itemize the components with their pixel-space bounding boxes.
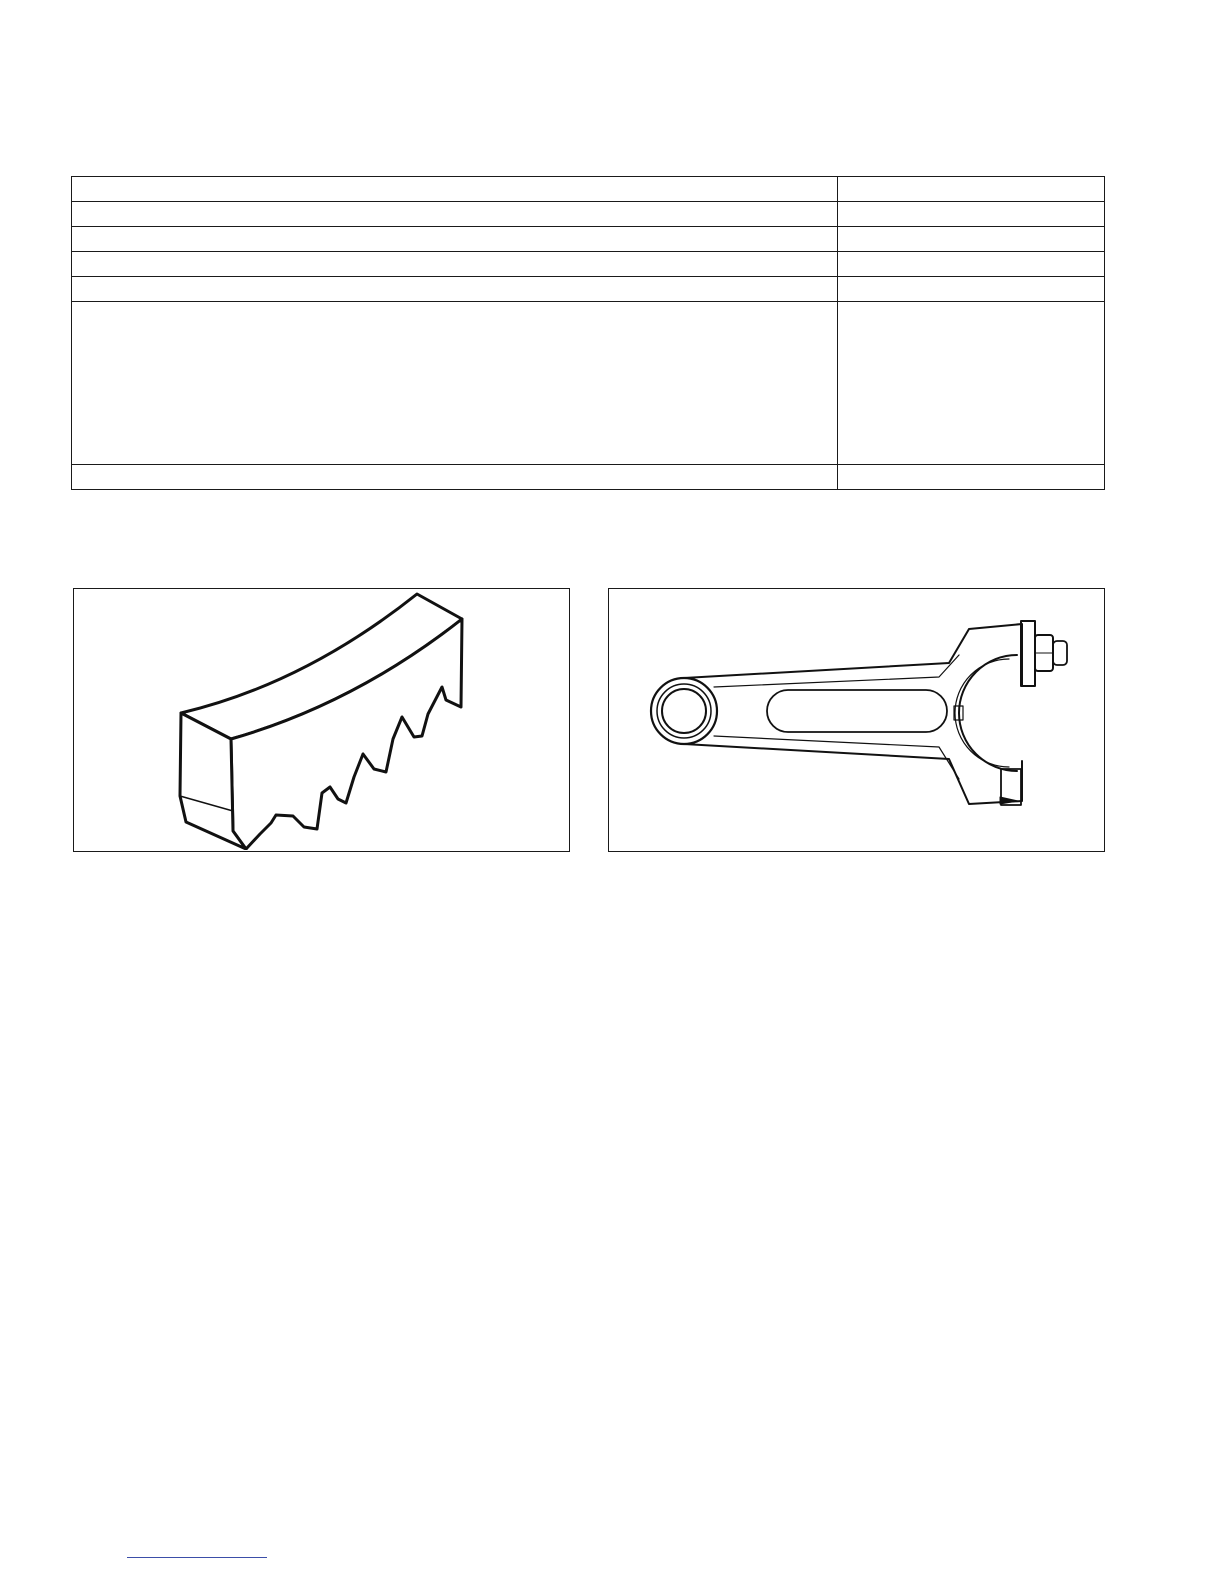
table-cell — [838, 252, 1105, 277]
table-cell — [838, 277, 1105, 302]
table-cell — [838, 227, 1105, 252]
table-cell — [72, 302, 838, 465]
gear-segment-icon — [74, 589, 568, 850]
table-cell — [72, 252, 838, 277]
table-cell — [72, 202, 838, 227]
table-row — [72, 177, 1105, 202]
figure-gear-segment — [73, 588, 570, 852]
table-row — [72, 252, 1105, 277]
table-cell — [838, 465, 1105, 490]
table-row — [72, 202, 1105, 227]
connecting-rod-icon — [609, 589, 1103, 850]
table-cell — [838, 202, 1105, 227]
table-row — [72, 465, 1105, 490]
specification-table — [71, 176, 1105, 490]
table-cell — [72, 177, 838, 202]
table-row — [72, 227, 1105, 252]
table-cell — [838, 177, 1105, 202]
table-cell — [72, 227, 838, 252]
table-row — [72, 277, 1105, 302]
table-cell — [72, 465, 838, 490]
figure-connecting-rod — [608, 588, 1105, 852]
table-row — [72, 302, 1105, 465]
footer-rule — [127, 1557, 267, 1558]
table-cell — [838, 302, 1105, 465]
table-cell — [72, 277, 838, 302]
